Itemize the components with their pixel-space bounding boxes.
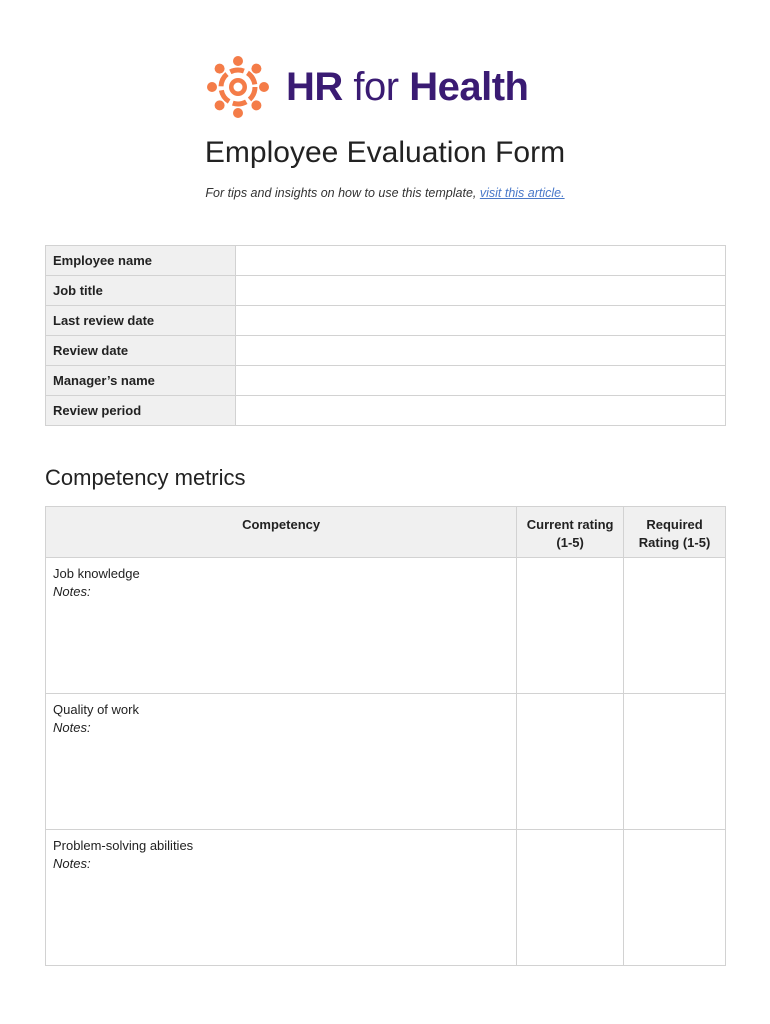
logo-wordmark: [286, 67, 528, 107]
info-label: Manager’s name: [46, 366, 236, 396]
info-row: [46, 276, 726, 306]
competency-cell[interactable]: [46, 830, 517, 966]
competency-cell[interactable]: [46, 694, 517, 830]
required-rating-line2: Rating (1-5): [638, 535, 711, 550]
info-value-field[interactable]: [236, 276, 726, 306]
competency-cell[interactable]: [46, 558, 517, 694]
current-rating-line1: Current rating: [526, 517, 614, 532]
info-label: Job title: [46, 276, 236, 306]
info-value-field[interactable]: [236, 336, 726, 366]
competency-header-row: [46, 507, 726, 558]
competency-row: [46, 558, 726, 694]
page-title: Employee Evaluation Form: [204, 136, 566, 169]
current-rating-cell[interactable]: [517, 694, 624, 830]
info-row: [46, 396, 726, 426]
info-label: Review period: [46, 396, 236, 426]
info-label: Review date: [46, 336, 236, 366]
competency-row: [46, 830, 726, 966]
competency-name: Job knowledge: [53, 566, 140, 581]
info-value-field[interactable]: [236, 396, 726, 426]
competency-notes-label: Notes:: [53, 856, 91, 871]
competency-row: [46, 694, 726, 830]
col-header-current-rating: [517, 507, 624, 558]
competency-table: [45, 506, 726, 966]
current-rating-cell[interactable]: [517, 830, 624, 966]
info-row: [46, 366, 726, 396]
required-rating-cell[interactable]: [624, 558, 726, 694]
tips-text: For tips and insights on how to use this template,: [205, 186, 480, 200]
brand-logo: [206, 53, 528, 121]
info-row: [46, 306, 726, 336]
col-header-required-rating: [624, 507, 726, 558]
info-value-field[interactable]: [236, 246, 726, 276]
logo-word-hr: HR: [286, 65, 343, 109]
info-label: Employee name: [46, 246, 236, 276]
required-rating-line1: Required: [646, 517, 703, 532]
required-rating-cell[interactable]: [624, 694, 726, 830]
competency-name: Problem-solving abilities: [53, 838, 194, 853]
info-label: Last review date: [46, 306, 236, 336]
competency-name: Quality of work: [53, 702, 139, 717]
current-rating-line2: (1-5): [556, 535, 584, 550]
employee-info-table: [45, 245, 726, 426]
article-link[interactable]: visit this article.: [479, 186, 565, 200]
logo-word-for: for: [353, 65, 399, 109]
info-row: [46, 336, 726, 366]
current-rating-cell[interactable]: [517, 558, 624, 694]
tips-line: [0, 186, 770, 200]
sun-logo-icon: [206, 55, 270, 119]
col-header-competency: Competency: [46, 507, 517, 558]
info-value-field[interactable]: [236, 366, 726, 396]
competency-notes-label: Notes:: [53, 584, 91, 599]
competency-section-title: Competency metrics: [45, 465, 246, 490]
competency-notes-label: Notes:: [53, 720, 91, 735]
info-value-field[interactable]: [236, 306, 726, 336]
logo-word-health: Health: [409, 65, 529, 109]
info-row: [46, 246, 726, 276]
required-rating-cell[interactable]: [624, 830, 726, 966]
